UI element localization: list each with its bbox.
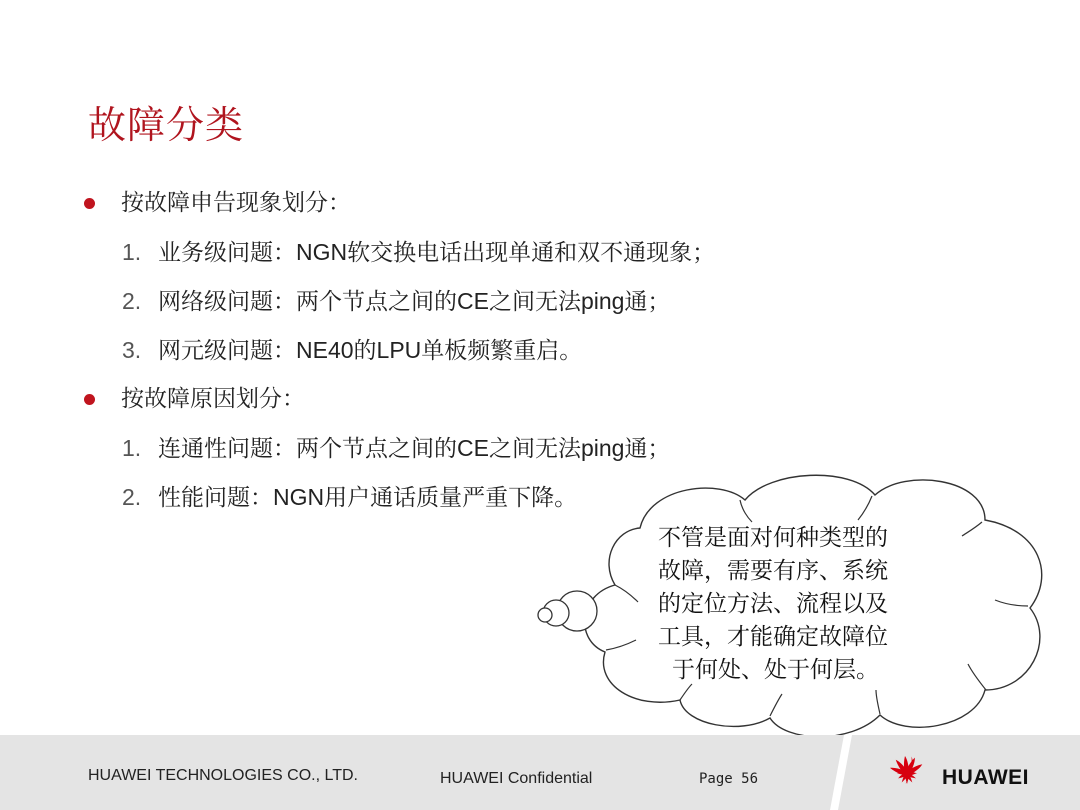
sub-item-text: 网元级问题：NE40的LPU单板频繁重启。 xyxy=(158,337,583,363)
slide-title: 故障分类 xyxy=(88,103,245,147)
footer-company: HUAWEI TECHNOLOGIES CO., LTD. xyxy=(88,767,358,784)
huawei-brand: HUAWEI xyxy=(942,766,1029,789)
sub-item-number: 1. xyxy=(122,239,142,265)
huawei-logo-icon xyxy=(885,752,929,792)
sub-item-number: 2. xyxy=(122,288,142,314)
callout-line: 工具，才能确定故障位 xyxy=(658,624,888,650)
footer-confidential: HUAWEI Confidential xyxy=(440,770,593,787)
bullet-text: 按故障原因划分： xyxy=(121,386,305,412)
page-number: Page 56 xyxy=(699,771,759,787)
bullet-text: 按故障申告现象划分： xyxy=(121,190,351,216)
sub-item-number: 3. xyxy=(122,337,142,363)
footer-divider xyxy=(830,735,860,810)
sub-item-text: 业务级问题：NGN软交换电话出现单通和双不通现象； xyxy=(158,239,716,265)
callout-text xyxy=(658,522,948,687)
slide-footer xyxy=(0,735,1080,810)
red-dot-bullet-icon xyxy=(84,198,95,209)
sub-item-text: 连通性问题：两个节点之间的CE之间无法ping通； xyxy=(158,435,671,461)
callout-line: 于何处、处于何层。 xyxy=(672,657,879,683)
callout-line: 的定位方法、流程以及 xyxy=(658,591,888,617)
callout-line: 故障，需要有序、系统 xyxy=(658,558,888,584)
sub-item-text: 性能问题：NGN用户通话质量严重下降。 xyxy=(158,484,578,510)
callout-line: 不管是面对何种类型的 xyxy=(658,525,888,551)
sub-item-number: 2. xyxy=(122,484,142,510)
red-dot-bullet-icon xyxy=(84,394,95,405)
sub-item-number: 1. xyxy=(122,435,142,461)
sub-item-text: 网络级问题：两个节点之间的CE之间无法ping通； xyxy=(158,288,671,314)
